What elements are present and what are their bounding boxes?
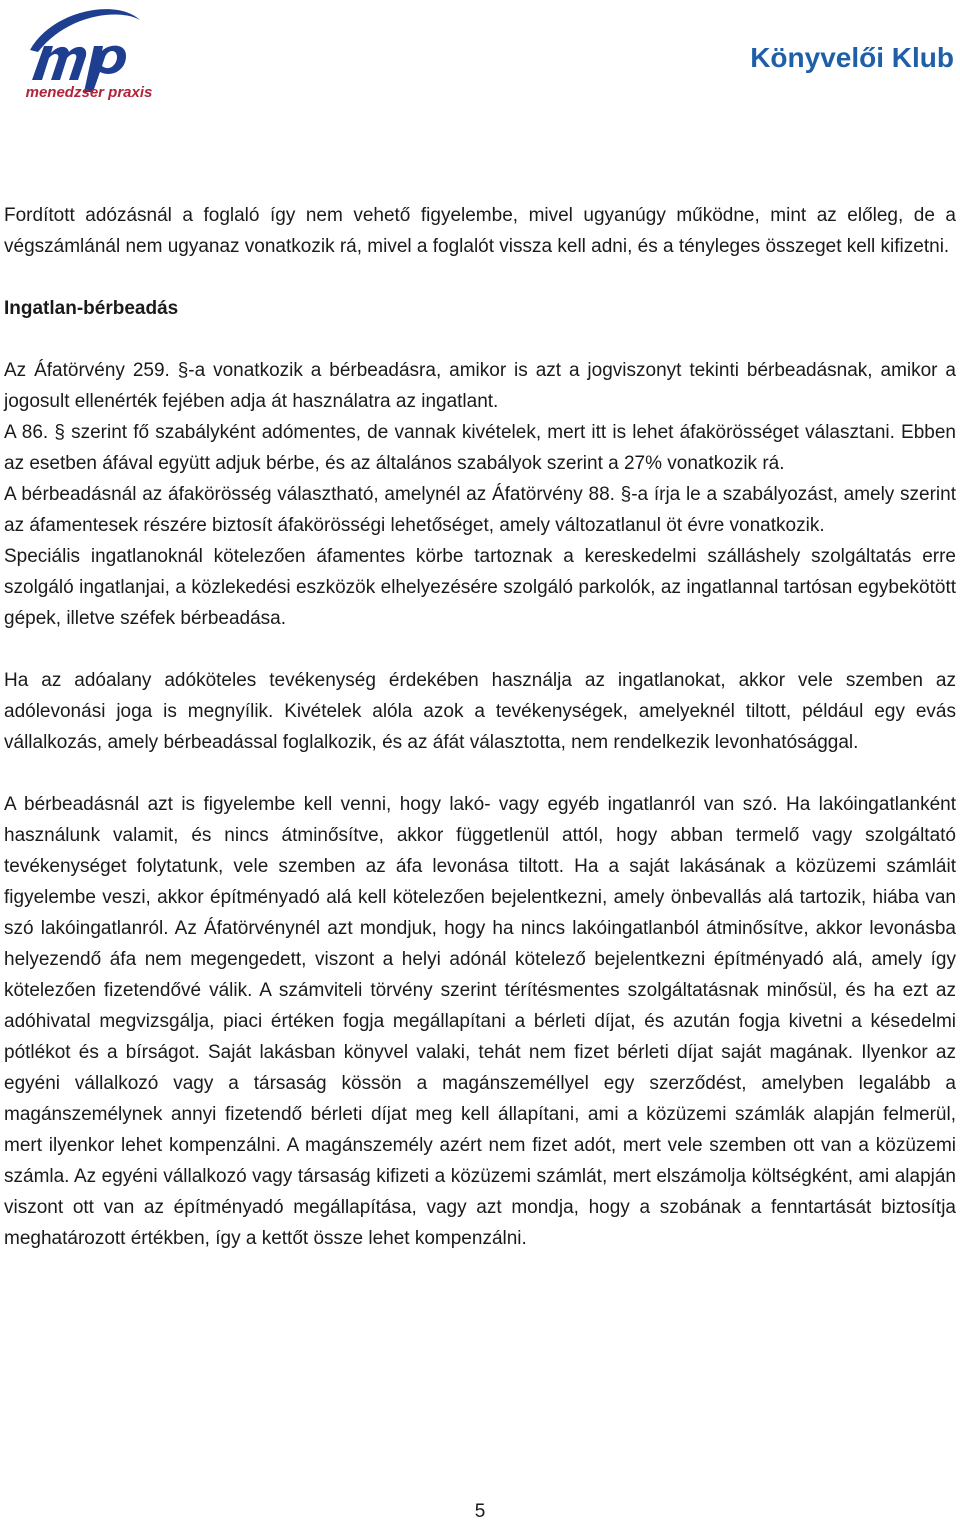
mp-logo-mark-icon xyxy=(22,2,152,92)
paragraph-bekezdes-259: Az Áfatörvény 259. §-a vonatkozik a bérbeadásra, amikor is azt a jogviszonyt tekinti bérbeadásnak, amikor a jogosult ellenérték fejében adja át használatra az ingatlant. xyxy=(4,360,956,412)
section-heading: Ingatlan-bérbeadás xyxy=(4,298,179,319)
document-body xyxy=(4,200,956,1254)
page-header xyxy=(0,0,960,110)
intro-paragraph: Fordított adózásnál a foglaló így nem vehető figyelembe, mivel ugyanúgy működne, mint az előleg, de a végszámlánál nem ugyanaz vonatkozik rá, mivel a foglalót vissza kell adni, és a tényleges összeget kell kifizetni. xyxy=(4,205,956,257)
paragraph-lakoingatlan: A bérbeadásnál azt is figyelembe kell venni, hogy lakó- vagy egyéb ingatlanról van szó. Ha lakóingatlanként használunk valamit, és nincs átminősítve, akkor függetlenül attól, hogy abban termelő vagy szolgáltató tevékenységet folytatunk, vele szemben az áfa levonása tiltott. Ha a saját lakásának a közüzemi számláit figyelembe veszi, akkor építményadó alá kell kötelezően bejelentkezni, amely önbevallás alá tartozik, hiába van szó lakóingatlanról. Az Áfatörvénynél azt mondjuk, hogy ha nincs lakóingatlanból átminősítve, akkor levonásba helyezendő áfa nem megengedett, viszont a helyi adónál kötelező bejelentkezni építményadó alá, amely így kötelezően fizetendővé válik. A számviteli törvény szerint térítésmentes szolgáltatásnak minősül, és ha ezt az adóhivatal megvizsgálja, piaci értéken fogja megállapítani a bérleti díjat, és azután fogja kivetni a késedelmi pótlékot és a bírságot. Saját lakásban könyvel valaki, tehát nem fizet bérleti díjat saját magának. Ilyenkor az egyéni vállalkozó vagy a társaság kössön a magánszeméllyel egy szerződést, amelyben legalább a magánszemélynek annyi fizetendő bérleti díjat meg kell állapítani, ami a közüzemi számlák alapján felmerül, mert ilyenkor lehet kompenzálni. A magánszemély azért nem fizet adót, mert vele szemben ott van a közüzemi számla. Az egyéni vállalkozó vagy társaság kifizeti a közüzemi számlát, mert elszámolja költségként, ami alapján viszont ott van az építményadó megállapítása, vagy azt mondja, hogy a szobának a fenntartását biztosítja meghatározott értékben, így a kettőt össze lehet kompenzálni. xyxy=(4,794,956,1249)
page-number: 5 xyxy=(474,1501,486,1522)
logo-subtitle: menedzser praxis xyxy=(25,84,153,101)
club-title: Könyvelői Klub xyxy=(750,42,954,73)
menedzser-praxis-logo xyxy=(22,2,152,108)
paragraph-adolevonas: Ha az adóalany adóköteles tevékenység érdekében használja az ingatlanokat, akkor vele szemben az adólevonási joga is megnyílik. Kivételek alóla azok a tevékenységek, amelyeknél tiltott, például egy evás vállalkozás, amely bérbeadással foglalkozik, és az áfát választotta, nem rendelkezik levonhatósággal. xyxy=(4,670,956,753)
paragraph-bekezdes-88: A bérbeadásnál az áfakörösség választható, amelynél az Áfatörvény 88. §-a írja le a szabályozást, amely szerint az áfamentesek részére biztosít áfakörösségi lehetőséget, amely változatlanul öt évre vonatkozik. xyxy=(4,484,956,536)
paragraph-bekezdes-86: A 86. § szerint fő szabályként adómentes, de vannak kivételek, mert itt is lehet áfakörösséget választani. Ebben az esetben áfával együtt adjuk bérbe, és az általános szabályok szerint a 27% vonatkozik rá. xyxy=(4,422,956,474)
paragraph-specialis-ingatlanok: Speciális ingatlanoknál kötelezően áfamentes körbe tartoznak a kereskedelmi szálláshely szolgáltatás erre szolgáló ingatlanjai, a közlekedési eszközök elhelyezésére szolgáló parkolók, az ingatlannal tartósan egybekötött gépek, illetve széfek bérbeadása. xyxy=(4,546,956,629)
